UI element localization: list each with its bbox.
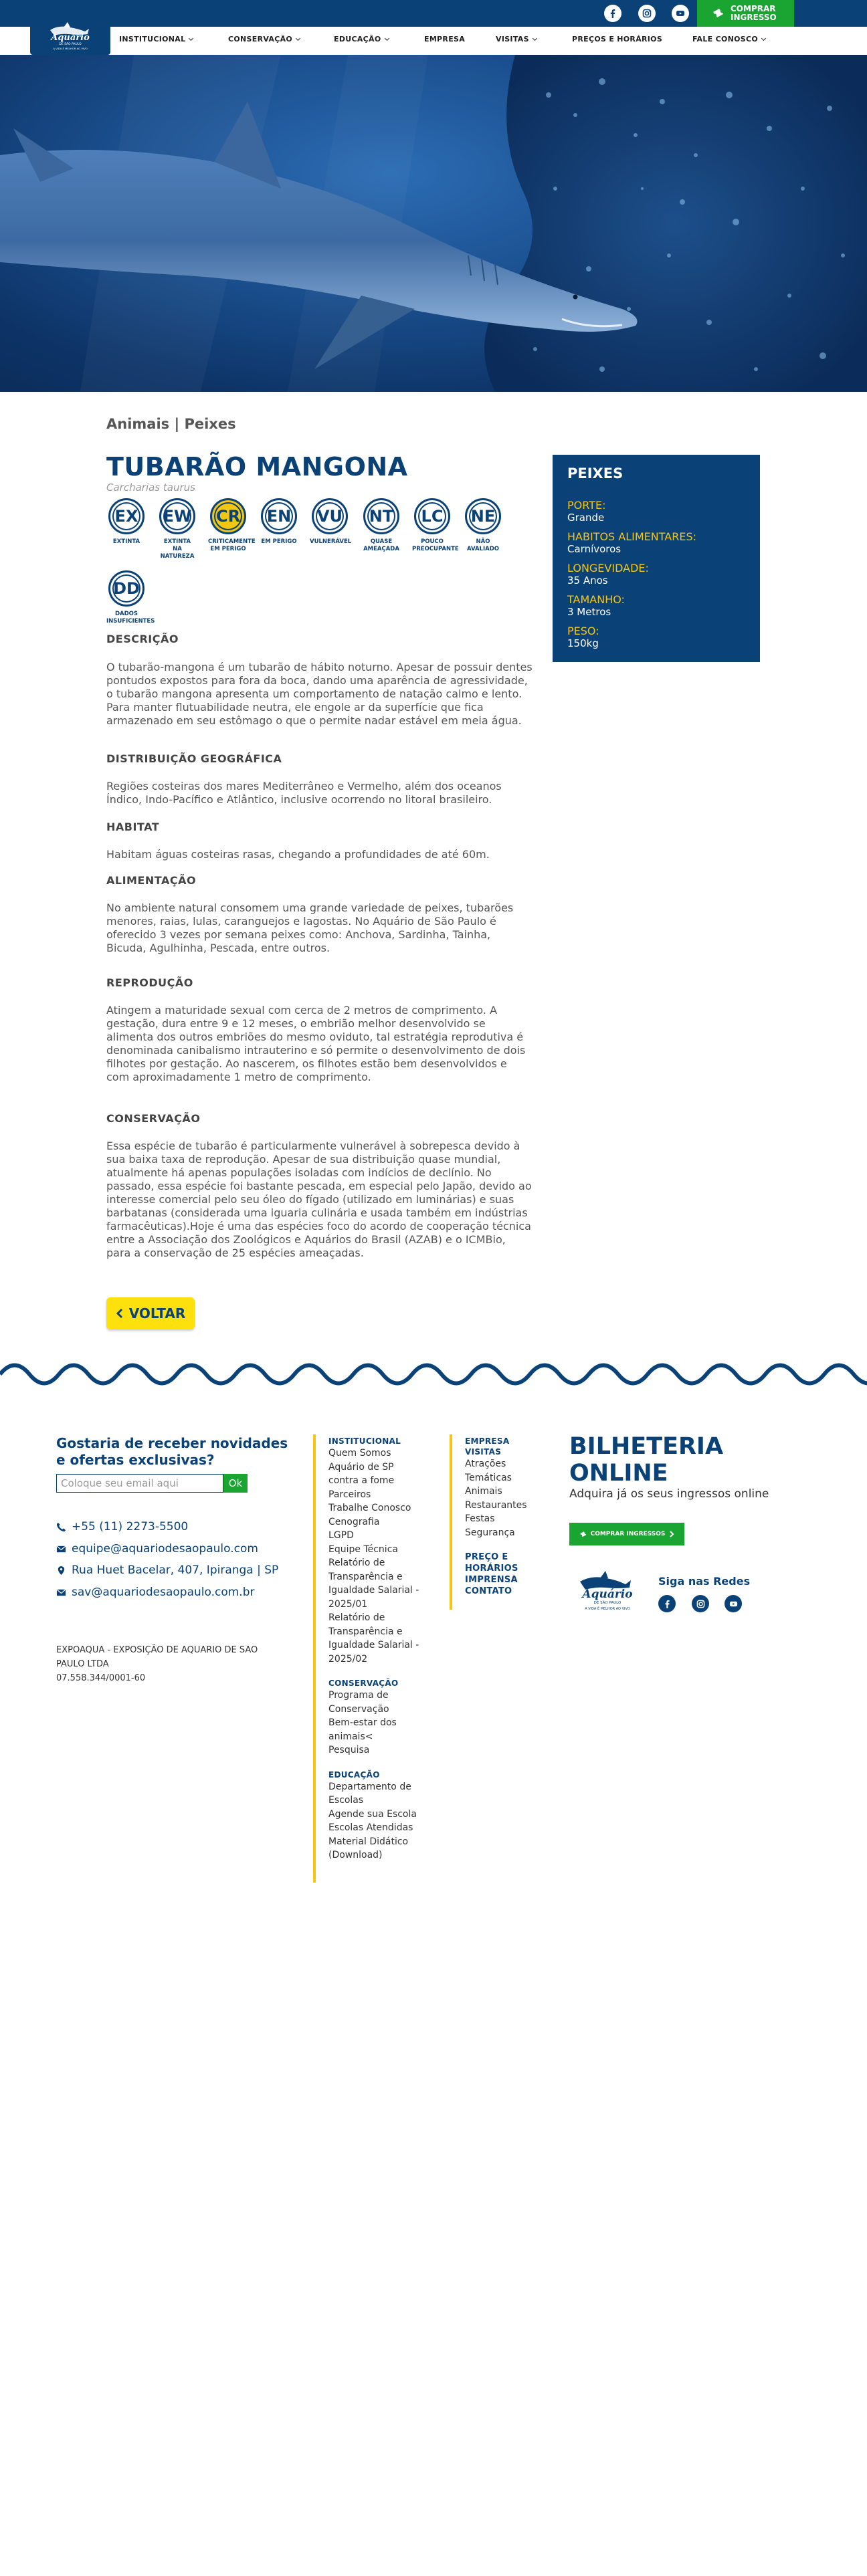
section-text-line: menores, raias, lulas, caranguejos e lagostas. No Aquário de São Paulo é: [106, 915, 496, 928]
newsletter-title: [56, 1435, 290, 1469]
spacer: [328, 1757, 436, 1769]
instagram-icon[interactable]: [638, 5, 656, 22]
map-marker-icon: [56, 1566, 66, 1576]
section-text-line: filhotes por gestação. Ao nascerem, os filhotes estão bem desenvolvidos e: [106, 1057, 507, 1070]
section-text-line: armazenado em seu estômago o que o permite nadar estável em meia água.: [106, 714, 522, 727]
section-heading: CONSERVAÇÃO: [106, 1112, 201, 1125]
footer-link[interactable]: Igualdade Salarial -: [328, 1585, 419, 1596]
contact-phone[interactable]: [56, 1520, 188, 1533]
nav-institucional[interactable]: [119, 35, 193, 43]
nav-visitas[interactable]: [496, 35, 537, 43]
section-text-line: Atingem a maturidade sexual com cerca de 2 metros de comprimento. A: [106, 1004, 498, 1016]
chevron-down-icon: [384, 35, 389, 40]
fact-sidebar: [553, 455, 760, 662]
fact-longevidade: [567, 562, 745, 586]
footer-link[interactable]: Relatório de: [328, 1558, 385, 1568]
footer-link[interactable]: Trabalhe Conosco: [328, 1503, 411, 1513]
status-label: [208, 538, 256, 553]
fact-key: PESO:: [567, 625, 599, 637]
newsletter-email-input[interactable]: Coloque seu email aqui: [56, 1474, 223, 1493]
fact-key: TAMANHO:: [567, 593, 625, 606]
contact-text: Rua Huet Bacelar, 407, Ipiranga | SP: [72, 1564, 279, 1577]
section-text-line: com aproximadamente 1 metro de comprimento.: [106, 1071, 371, 1083]
footer-link[interactable]: Transparência e: [328, 1626, 403, 1637]
status-label-line: PREOCUPANTE: [412, 546, 459, 552]
footer-link[interactable]: animais<: [328, 1731, 373, 1742]
contact-text: +55 (11) 2273-5500: [72, 1520, 189, 1533]
status-code: LC: [414, 498, 450, 534]
status-code: EN: [261, 498, 297, 534]
section-text-line: denominada canibalismo intrauterino e só permite o desenvolvimento de dois: [106, 1044, 526, 1057]
section-text-line: entre a Associação dos Zoológicos e Aquários do Brasil (AZAB) e o ICMBio,: [106, 1233, 506, 1246]
wave-divider: [0, 1351, 867, 1398]
section-text-line: o tubarão mangona apresenta um comportamento de natação calmo e lento.: [106, 687, 522, 700]
section-text-line: Índico, Indo-Pacífico e Atlântico, inclusive ocorrendo no litoral brasileiro.: [106, 793, 492, 806]
newsletter-submit-button[interactable]: Ok: [223, 1474, 248, 1493]
section-text-line: passado, essa espécie foi bastante pescada, em especial pelo Japão, devido ao: [106, 1180, 532, 1192]
status-label-line: NÃO: [476, 538, 490, 545]
chevron-right-icon: [669, 1531, 674, 1537]
footer-link[interactable]: contra a fome: [328, 1475, 395, 1486]
footer-link[interactable]: Atrações: [465, 1459, 506, 1469]
nav-fale-conosco[interactable]: [692, 35, 765, 43]
footer-divider: [313, 1434, 316, 1883]
fact-key: LONGEVIDADE:: [567, 562, 649, 574]
fact-value: Grande: [567, 512, 605, 524]
section-text-line: pontudos expostos para fora da boca, dando uma aparência de agressividade,: [106, 674, 528, 687]
ticket-icon: [579, 1531, 587, 1538]
fact-value: 3 Metros: [567, 606, 611, 618]
section-text-line: Para manter flutuabilidade neutra, ele engole ar da superfície que fica: [106, 701, 484, 714]
svg-text:DE SÃO PAULO: DE SÃO PAULO: [59, 43, 82, 46]
hero-image: [0, 55, 867, 392]
back-button-label: VOLTAR: [128, 1305, 186, 1321]
nav-empresa[interactable]: [424, 35, 465, 43]
section-text-line: alimenta dos outros embriões do mesmo oviduto, tal estratégia reprodutiva é: [106, 1031, 524, 1043]
footer-link[interactable]: Equipe Técnica: [328, 1543, 398, 1555]
footer-link[interactable]: 2025/01: [328, 1598, 368, 1610]
section-text-line: Regiões costeiras dos mares Mediterrâneo e Vermelho, além dos oceanos: [106, 780, 502, 792]
section-heading: DESCRIÇÃO: [106, 633, 179, 645]
facebook-icon[interactable]: [658, 1595, 676, 1612]
footer-heading[interactable]: HORÁRIOS: [465, 1564, 518, 1574]
phone-icon: [56, 1522, 66, 1532]
footer-link[interactable]: Departamento de: [328, 1781, 411, 1792]
scientific-name: Carcharias taurus: [106, 481, 195, 494]
section-text-line: gestação, dura entre 9 e 12 meses, o embrião melhor desenvolvido se: [106, 1017, 486, 1030]
ticket-office-subtitle: Adquira já os seus ingressos online: [569, 1487, 769, 1501]
chevron-left-icon: [116, 1308, 124, 1319]
footer-link[interactable]: Material Didático: [328, 1836, 409, 1847]
nav-label: INSTITUCIONAL: [119, 35, 186, 43]
status-label-line: NATUREZA: [160, 553, 195, 560]
svg-text:Aquário: Aquário: [582, 1588, 633, 1601]
nav-label: FALE CONOSCO: [692, 35, 759, 43]
footer-heading[interactable]: EDUCAÇÃO: [328, 1769, 380, 1780]
status-label: [310, 538, 350, 546]
company-line: PAULO LTDA: [56, 1659, 109, 1669]
contact-email[interactable]: [56, 1542, 258, 1555]
status-code: EW: [159, 498, 195, 534]
footer-link[interactable]: Escolas Atendidas: [328, 1822, 413, 1833]
footer-heading[interactable]: CONSERVAÇÃO: [328, 1679, 399, 1688]
status-label: [412, 538, 459, 553]
fact-habitos: [567, 530, 745, 555]
status-label-line: EXTINTA: [163, 538, 191, 545]
status-ew: [157, 498, 197, 560]
back-button[interactable]: [106, 1297, 195, 1329]
status-dd: [106, 570, 155, 625]
svg-text:Aquário: Aquário: [51, 33, 90, 43]
section-text: [106, 780, 538, 807]
instagram-icon[interactable]: [692, 1595, 709, 1612]
status-label: [361, 538, 401, 553]
contact-text: equipe@aquariodesaopaulo.com: [72, 1542, 258, 1555]
nav-educacao[interactable]: [334, 35, 389, 43]
status-label-line: INSUFICIENTES: [106, 618, 155, 625]
newsletter-title-line1: Gostaria de receber novidades: [56, 1435, 288, 1451]
status-label-line: EXTINTA: [112, 538, 140, 545]
footer-link[interactable]: Quem Somos: [328, 1448, 391, 1459]
fact-value: Carnívoros: [567, 543, 621, 555]
page-title: TUBARÃO MANGONA: [106, 452, 408, 481]
breadcrumb: Animais | Peixes: [106, 416, 236, 432]
social-title: Siga nas Redes: [658, 1575, 751, 1588]
status-ex: [106, 498, 147, 546]
section-text-line: farmacêuticas).Hoje é uma das espécies foco do acordo de cooperação técnica: [106, 1220, 531, 1232]
section-text: [106, 661, 538, 728]
spacer: [328, 1666, 436, 1678]
status-vu: [310, 498, 350, 546]
section-text-line: Habitam águas costeiras rasas, chegando a profundidades de até 60m.: [106, 848, 490, 861]
chevron-down-icon: [761, 35, 766, 40]
fact-tamanho: [567, 593, 745, 618]
buy-ticket-line2: INGRESSO: [731, 13, 777, 22]
status-lc: [412, 498, 459, 553]
nav-conservacao[interactable]: [228, 35, 300, 43]
status-label-line: EM PERIGO: [261, 538, 297, 545]
footer-link[interactable]: Bem-estar dos: [328, 1717, 397, 1728]
status-en: [259, 498, 299, 546]
nav-label: EMPRESA: [424, 35, 466, 43]
footer-link[interactable]: Transparência e: [328, 1571, 403, 1582]
footer-link[interactable]: Escolas: [328, 1795, 364, 1806]
status-code: NE: [465, 498, 501, 534]
svg-text:A VIDA É MELHOR AO VIVO: A VIDA É MELHOR AO VIVO: [585, 1607, 630, 1611]
company-info: [56, 1643, 297, 1685]
section-text-line: No ambiente natural consomem uma grande variedade de peixes, tubarões: [106, 901, 514, 914]
footer-link[interactable]: Segurança: [465, 1527, 515, 1538]
envelope-icon: [56, 1544, 66, 1554]
nav-label: EDUCAÇÃO: [334, 35, 381, 43]
company-line: EXPOAQUA - EXPOSIÇÃO DE AQUARIO DE SAO: [56, 1645, 258, 1655]
status-nt: [361, 498, 401, 553]
section-text: [106, 1140, 538, 1260]
nav-label: PREÇOS E HORÁRIOS: [572, 35, 663, 43]
status-label: [259, 538, 299, 546]
footer-link[interactable]: Festas: [465, 1513, 495, 1524]
contact-address[interactable]: [56, 1564, 278, 1577]
footer-heading[interactable]: CONTATO: [465, 1586, 512, 1596]
chevron-down-icon: [189, 35, 193, 40]
status-label-line: CRITICAMENTE: [208, 538, 256, 545]
footer-heading[interactable]: VISITAS: [465, 1447, 502, 1457]
status-label: [157, 538, 197, 560]
footer-heading[interactable]: EMPRESA: [465, 1436, 510, 1446]
footer-link[interactable]: Restaurantes: [465, 1499, 527, 1511]
spacer: [465, 1539, 559, 1551]
footer-link[interactable]: Cenografia: [328, 1516, 380, 1527]
section-text-line: sua baixa taxa de reprodução. Apesar de sua distribuição quase mundial,: [106, 1153, 501, 1166]
footer-link[interactable]: Agende sua Escola: [328, 1808, 417, 1820]
section-text-line: oferecido 3 vezes por semana peixes como: Anchova, Sardinha, Tainha,: [106, 928, 491, 941]
status-code: NT: [363, 498, 399, 534]
section-text-line: Bicuda, Agulhinha, Pescada, entre outros.: [106, 942, 330, 954]
youtube-icon[interactable]: [725, 1595, 742, 1612]
footer-link[interactable]: Programa de: [328, 1690, 389, 1701]
footer-link[interactable]: 2025/02: [328, 1653, 368, 1665]
nav-label: VISITAS: [496, 35, 529, 43]
status-label-line: DADOS: [114, 611, 138, 617]
status-code: EX: [108, 498, 144, 534]
fact-porte: [567, 499, 745, 524]
status-label: [463, 538, 503, 553]
status-label-line: VULNERÁVEL: [310, 538, 352, 545]
buy-tickets-label: COMPRAR INGRESSOS: [590, 1531, 666, 1537]
section-heading: DISTRIBUIÇÃO GEOGRÁFICA: [106, 752, 282, 765]
footer-links-col2: [465, 1436, 559, 1597]
buy-ticket-line1: COMPRAR: [731, 4, 776, 13]
fact-peso: [567, 625, 745, 649]
footer-links-col1: [328, 1436, 436, 1862]
youtube-icon[interactable]: [672, 5, 689, 22]
footer-heading[interactable]: IMPRENSA: [465, 1575, 518, 1585]
nav-label: CONSERVAÇÃO: [228, 35, 293, 43]
buy-ticket-button[interactable]: [697, 0, 794, 27]
status-label-line: QUASE: [370, 538, 393, 545]
section-text-line: atualmente há apenas populações isoladas com indícios de declínio. No: [106, 1166, 492, 1179]
chevron-down-icon: [533, 35, 537, 40]
section-text-line: interesse comercial pelo seu óleo do fígado (utilizado em luminárias) e suas: [106, 1193, 514, 1206]
status-code: VU: [312, 498, 348, 534]
sidebar-title: PEIXES: [567, 465, 623, 481]
status-label: [106, 538, 147, 546]
status-label-line: AVALIADO: [466, 546, 500, 552]
fact-key: PORTE:: [567, 499, 606, 512]
footer-link[interactable]: Relatório de: [328, 1612, 385, 1623]
envelope-icon: [56, 1588, 66, 1598]
fact-key: HABITOS ALIMENTARES:: [567, 530, 696, 543]
section-text: [106, 848, 538, 861]
status-label-line: AMEAÇADA: [363, 546, 399, 552]
ticket-icon: [712, 7, 724, 19]
section-text-line: O tubarão-mangona é um tubarão de hábito noturno. Apesar de possuir dentes: [106, 661, 533, 673]
svg-text:A VIDA É MELHOR AO VIVO: A VIDA É MELHOR AO VIVO: [53, 47, 88, 50]
section-text-line: Essa espécie de tubarão é particularmente vulnerável à sobrepesca devido à: [106, 1140, 520, 1152]
footer-link[interactable]: Pesquisa: [328, 1745, 370, 1755]
status-label: [106, 611, 155, 625]
facebook-icon[interactable]: [604, 5, 621, 22]
status-label-line: POUCO: [421, 538, 444, 545]
section-heading: REPRODUÇÃO: [106, 976, 193, 989]
footer-link[interactable]: Aquário de SP: [328, 1461, 394, 1473]
status-code: CR: [210, 498, 246, 534]
footer-logo[interactable]: [569, 1568, 646, 1614]
status-cr: [208, 498, 256, 553]
section-text: [106, 1004, 538, 1084]
section-text: [106, 901, 538, 955]
footer-link[interactable]: Animais: [465, 1486, 502, 1497]
footer-link[interactable]: (Download): [328, 1850, 383, 1860]
fact-value: 35 Anos: [567, 574, 608, 586]
chevron-down-icon: [296, 35, 300, 40]
company-line: 07.558.344/0001-60: [56, 1673, 146, 1683]
footer-divider: [450, 1434, 452, 1610]
footer-link[interactable]: Igualdade Salarial -: [328, 1640, 419, 1650]
fact-value: 150kg: [567, 637, 599, 649]
footer-link[interactable]: Temáticas: [465, 1472, 512, 1483]
site-logo[interactable]: [30, 17, 110, 55]
section-text-line: para a conservação de 25 espécies ameaçadas.: [106, 1247, 364, 1259]
buy-tickets-button[interactable]: [569, 1523, 684, 1545]
contact-sav-email[interactable]: [56, 1586, 254, 1599]
nav-precos-horarios[interactable]: [572, 35, 662, 43]
footer-link[interactable]: Parceiros: [328, 1489, 371, 1500]
svg-text:DE SÃO PAULO: DE SÃO PAULO: [593, 1601, 621, 1605]
footer-heading[interactable]: PREÇO E: [465, 1552, 508, 1562]
footer-link[interactable]: Conservação: [328, 1703, 389, 1715]
footer-link[interactable]: LGPD: [328, 1530, 354, 1541]
ticket-office-title: [569, 1433, 723, 1487]
newsletter-title-line2: e ofertas exclusivas?: [56, 1452, 215, 1468]
status-label-line: NA: [173, 546, 182, 552]
section-heading: HABITAT: [106, 821, 160, 833]
contact-text: sav@aquariodesaopaulo.com.br: [72, 1586, 255, 1599]
ticket-office-title-line1: BILHETERIA: [569, 1433, 724, 1460]
status-label-line: EM PERIGO: [210, 546, 246, 552]
section-heading: ALIMENTAÇÃO: [106, 874, 197, 887]
footer-heading[interactable]: INSTITUCIONAL: [328, 1436, 401, 1446]
status-code: DD: [108, 570, 144, 607]
ticket-office-title-line2: ONLINE: [569, 1460, 668, 1487]
status-ne: [463, 498, 503, 553]
section-text-line: barbatanas (considerada uma iguaria culinária e usada também em indústrias: [106, 1206, 528, 1219]
